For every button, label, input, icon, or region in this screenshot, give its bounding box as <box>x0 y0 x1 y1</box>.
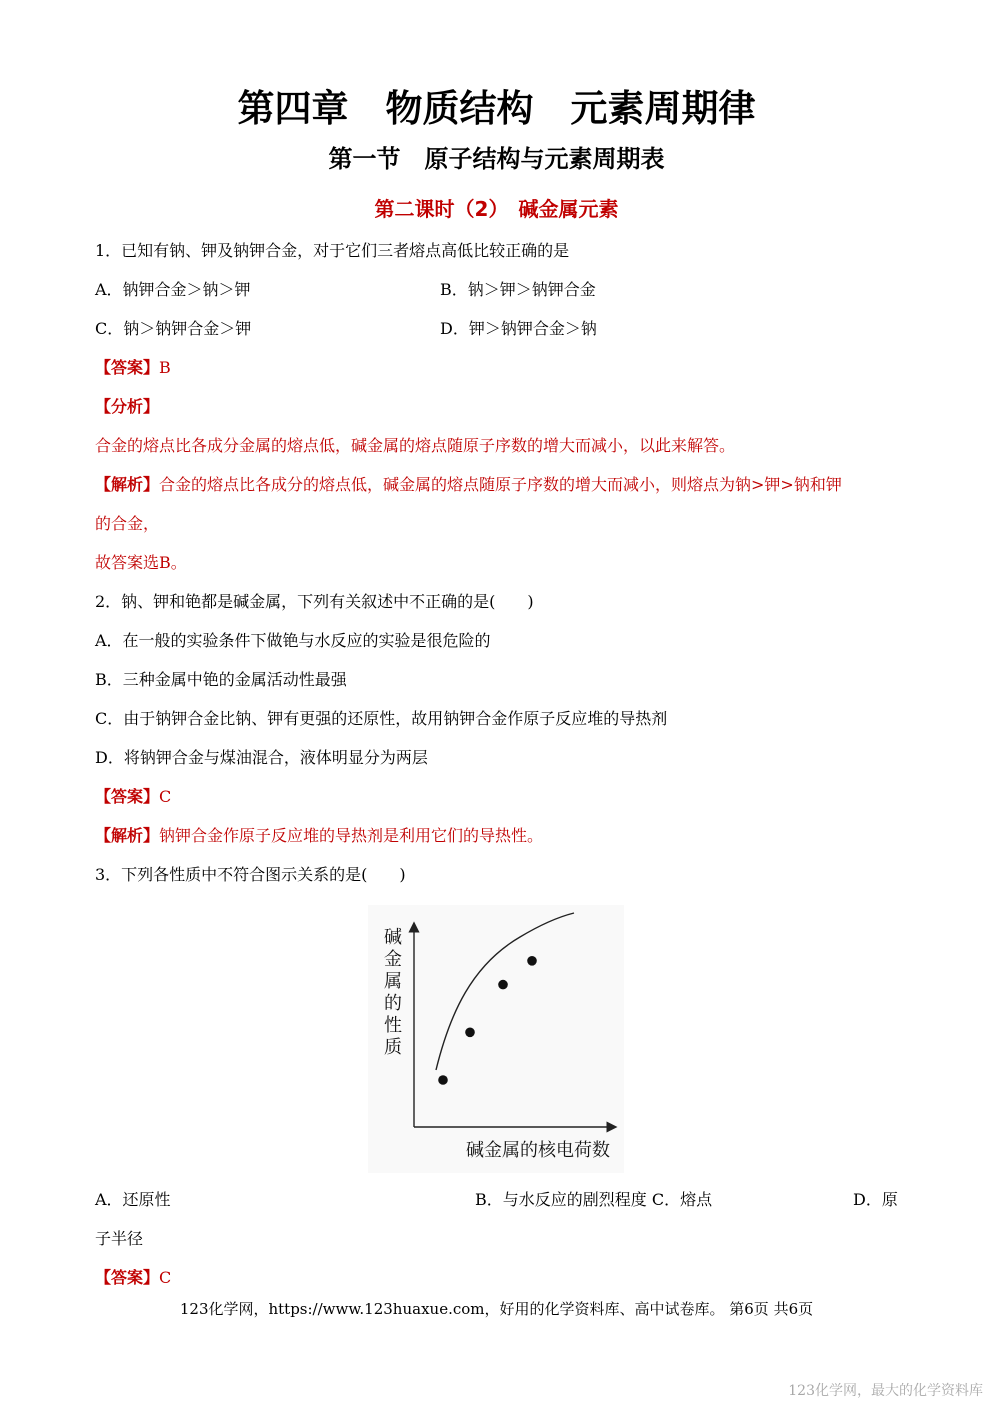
y-axis-label <box>384 927 402 1058</box>
q3-stem: 3．下列各性质中不符合图示关系的是( ) <box>95 865 406 884</box>
data-point <box>438 1075 448 1085</box>
q1-stem: 1．已知有钠、钾及钠钾合金，对于它们三者熔点高低比较正确的是 <box>95 241 570 260</box>
q1-answer <box>95 357 171 379</box>
y-axis-label-char: 的 <box>384 993 402 1014</box>
q3-option-d-cont: 子半径 <box>95 1229 144 1248</box>
q1-solution-line3: 故答案选B。 <box>95 553 187 572</box>
data-point <box>498 980 508 990</box>
q3-option-bc: B．与水反应的剧烈程度 C．熔点 <box>475 1190 713 1209</box>
y-axis-label-char: 属 <box>384 971 402 992</box>
section-title: 第一节 原子结构与元素周期表 <box>328 145 665 173</box>
q3-option-a: A．还原性 <box>95 1190 171 1209</box>
y-axis-label-char: 碱 <box>384 927 402 948</box>
x-axis-label: 碱金属的核电荷数 <box>466 1140 610 1161</box>
answer-tag: 【答案】 <box>95 1268 160 1287</box>
analysis-tag: 【分析】 <box>95 397 160 416</box>
q2-option-d: D．将钠钾合金与煤油混合，液体明显分为两层 <box>95 748 428 767</box>
q1-option-b: B．钠＞钾＞钠钾合金 <box>440 280 596 299</box>
q2-option-c: C．由于钠钾合金比钠、钾有更强的还原性，故用钠钾合金作原子反应堆的导热剂 <box>95 709 668 728</box>
q2-stem: 2．钠、钾和铯都是碱金属，下列有关叙述中不正确的是( ) <box>95 592 534 611</box>
solution-text: 合金的熔点比各成分的熔点低，碱金属的熔点随原子序数的增大而减小，则熔点为钠>钾>钠和钾 <box>159 475 842 494</box>
q2-solution <box>95 825 543 847</box>
q1-analysis-text: 合金的熔点比各成分金属的熔点低，碱金属的熔点随原子序数的增大而减小，以此来解答。 <box>95 436 736 455</box>
answer-tag: 【答案】 <box>95 787 160 806</box>
watermark: 123化学网，最大的化学资料库 <box>788 1383 983 1399</box>
solution-tag: 【解析】 <box>95 826 160 845</box>
q2-option-b: B．三种金属中铯的金属活动性最强 <box>95 670 347 689</box>
q3-option-d: D．原 <box>853 1190 898 1209</box>
q1-solution-line2: 的合金， <box>95 514 160 533</box>
answer-value: B <box>159 358 171 377</box>
q3-answer <box>95 1267 171 1289</box>
property-graph <box>368 905 624 1173</box>
q1-solution <box>95 474 842 496</box>
solution-tag: 【解析】 <box>95 475 160 494</box>
solution-text: 钠钾合金作原子反应堆的导热剂是利用它们的导热性。 <box>159 826 544 845</box>
y-axis-label-char: 性 <box>384 1015 402 1036</box>
data-point <box>527 956 537 966</box>
graph-svg <box>368 905 624 1173</box>
page-footer: 123化学网，https://www.123huaxue.com，好用的化学资料库、高中试卷库。 第6页 共6页 <box>179 1300 814 1318</box>
answer-tag: 【答案】 <box>95 358 160 377</box>
lesson-title: 第二课时（2） 碱金属元素 <box>374 197 619 221</box>
q2-answer <box>95 786 171 808</box>
answer-value: C <box>159 1268 172 1287</box>
q1-option-d: D．钾＞钠钾合金＞钠 <box>440 319 597 338</box>
y-axis-label-char: 质 <box>384 1037 402 1058</box>
answer-value: C <box>159 787 172 806</box>
data-point <box>465 1028 475 1038</box>
q1-analysis-tag <box>95 396 159 418</box>
data-points <box>438 956 537 1085</box>
q1-option-a: A．钠钾合金＞钠＞钾 <box>95 280 251 299</box>
q2-option-a: A．在一般的实验条件下做铯与水反应的实验是很危险的 <box>95 631 491 650</box>
q1-option-c: C．钠＞钠钾合金＞钾 <box>95 319 252 338</box>
y-axis-label-char: 金 <box>384 949 402 970</box>
trend-curve <box>436 913 574 1070</box>
chapter-title: 第四章 物质结构 元素周期律 <box>237 87 756 130</box>
